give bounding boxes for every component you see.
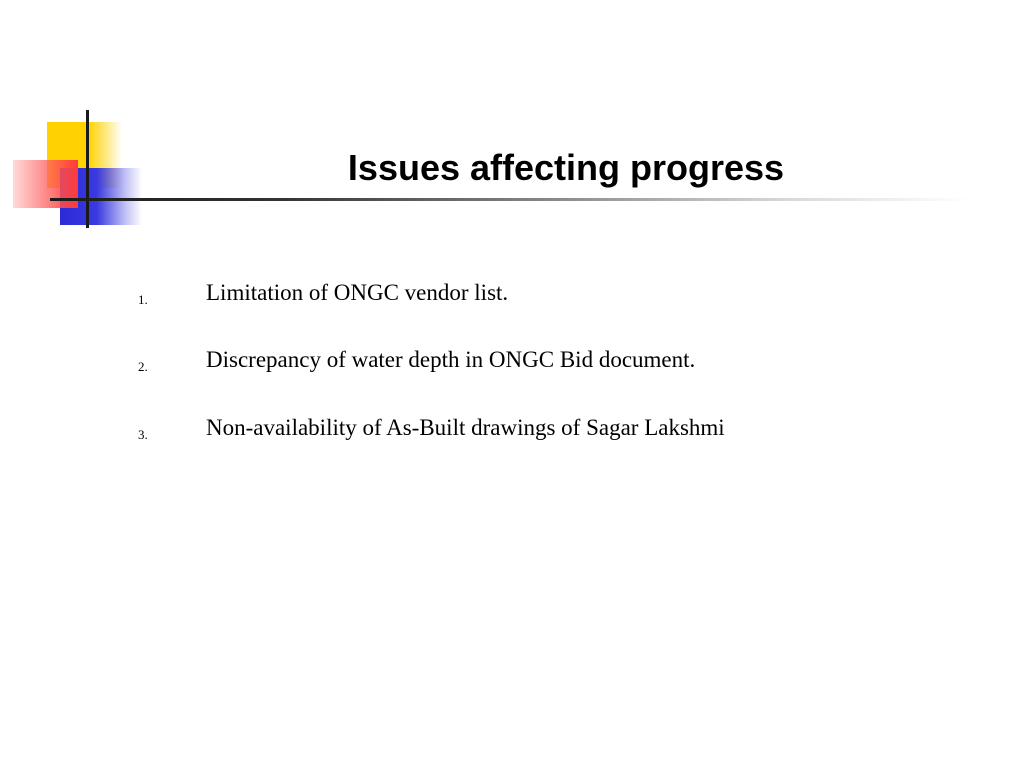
list-item — [0, 278, 1024, 318]
vertical-rule — [86, 110, 89, 228]
list-item — [0, 345, 1024, 385]
title-underline-rule — [50, 198, 970, 201]
slide-title: Issues affecting progress — [347, 147, 785, 188]
list-item — [0, 413, 1024, 453]
list-item-number: 2. — [138, 359, 148, 374]
corner-decoration — [0, 0, 160, 240]
list-item-text: Limitation of ONGC vendor list. — [206, 280, 509, 305]
list-item-text: Non-availability of As-Built drawings of Sagar Lakshmi — [206, 415, 725, 440]
list-item-number: 1. — [138, 292, 148, 307]
list-item-text: Discrepancy of water depth in ONGC Bid document. — [206, 347, 696, 372]
list-item-number: 3. — [138, 427, 148, 442]
